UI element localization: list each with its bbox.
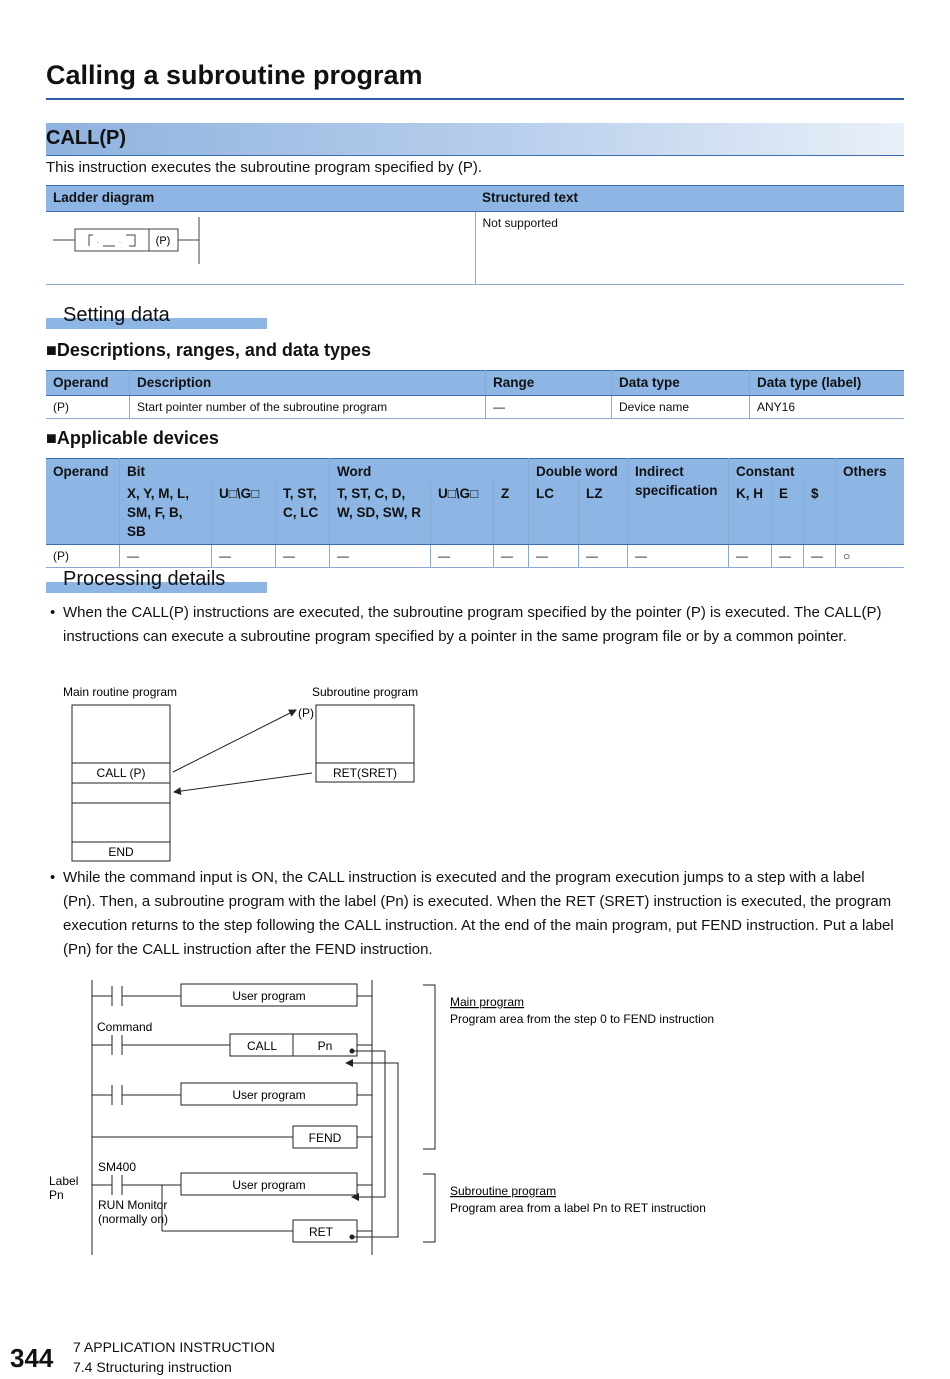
table-header-row xyxy=(46,371,904,396)
subroutine-label: Subroutine program xyxy=(312,685,419,699)
col-header: Bit xyxy=(120,459,330,482)
col-header: LZ xyxy=(579,481,628,545)
cell: — xyxy=(579,545,628,568)
col-header: Others xyxy=(836,459,905,545)
sub-program-desc: Program area from a label Pn to RET instruction xyxy=(450,1201,706,1215)
instruction-summary: This instruction executes the subroutine program specified by (P). xyxy=(46,159,483,176)
call-cell: CALL (P) xyxy=(96,766,146,780)
cell: — xyxy=(772,545,804,568)
main-program-desc: Program area from the step 0 to FEND instruction xyxy=(450,1012,715,1026)
col-header: Indirect specification xyxy=(628,459,729,545)
processing-title: Processing details xyxy=(63,568,226,590)
col-header: Operand xyxy=(46,459,120,545)
page-title: Calling a subroutine program xyxy=(46,60,423,90)
sub-program-title: Subroutine program xyxy=(450,1184,557,1198)
run-monitor-label: RUN Monitor xyxy=(98,1198,168,1212)
devices-group-row xyxy=(46,459,904,482)
page-number: 344 xyxy=(10,1343,54,1373)
col-header: Operand xyxy=(46,371,130,396)
call-box: CALL xyxy=(246,1039,278,1053)
ladder-symbol xyxy=(53,216,253,272)
col-header: K, H xyxy=(729,481,772,545)
descriptions-heading: ■Descriptions, ranges, and data types xyxy=(46,340,371,360)
setting-data-heading xyxy=(46,302,267,329)
col-header: E xyxy=(772,481,804,545)
command-label: Command xyxy=(97,1020,153,1034)
col-header: Word xyxy=(330,459,529,482)
return-arrow xyxy=(174,773,312,792)
ret-cell: RET(SRET) xyxy=(333,766,397,780)
col-header: U□\G□ xyxy=(212,481,276,545)
label-pn: Pn xyxy=(49,1188,64,1202)
pn-box: Pn xyxy=(317,1039,333,1053)
ret-box: RET xyxy=(309,1225,333,1239)
ladder-structure-diagram xyxy=(40,975,740,1260)
main-program-title: Main program xyxy=(450,995,525,1009)
cell: (P) xyxy=(46,545,120,568)
col-header: T, ST, C, D, W, SD, SW, R xyxy=(330,481,431,545)
syntax-table xyxy=(46,185,904,285)
col-header: Range xyxy=(486,371,612,396)
normally-on-label: (normally on) xyxy=(98,1212,169,1226)
col-header: Constant xyxy=(729,459,836,482)
bullet-2: • While the command input is ON, the CALL instruction is executed and the program execution jumps to a step with a label (Pn). Then, a subroutine program with the label (Pn) is executed. When the RET (SRET) instruction is executed, the program execution returns to the step following the CALL instruction. At the end of the main program, put FEND instruction. Put a label (Pn) for the CALL instruction after the FEND instruction. xyxy=(50,866,900,962)
ladder-operand: (P) xyxy=(155,235,171,247)
cell: — xyxy=(276,545,330,568)
ladder-cell xyxy=(46,212,475,285)
main-routine-label: Main routine program xyxy=(63,685,178,699)
cell: — xyxy=(486,396,612,419)
devices-heading: ■Applicable devices xyxy=(46,428,219,448)
cell: — xyxy=(212,545,276,568)
label-text: Label xyxy=(49,1174,79,1188)
cell: (P) xyxy=(46,396,130,419)
cell: — xyxy=(120,545,212,568)
table-row xyxy=(46,396,904,419)
cell: — xyxy=(330,545,431,568)
sm400-label: SM400 xyxy=(98,1160,137,1174)
user-program-3: User program xyxy=(232,1178,306,1192)
fend-box: FEND xyxy=(308,1131,342,1145)
col-header: $ xyxy=(804,481,836,545)
col-header: Z xyxy=(494,481,529,545)
cell: — xyxy=(431,545,494,568)
col-header: X, Y, M, L, SM, F, B, SB xyxy=(120,481,212,545)
bullet-1: • When the CALL(P) instructions are executed, the subroutine program specified by the pointer (P) is executed. The CALL(P) instructions can execute a subroutine program specified by a pointer in the same program file or by a common pointer. xyxy=(50,601,900,649)
st-header: Structured text xyxy=(475,186,904,212)
col-header: T, ST, C, LC xyxy=(276,481,330,545)
instruction-name: CALL(P) xyxy=(46,127,126,149)
ladder-header: Ladder diagram xyxy=(46,186,475,212)
user-program-1: User program xyxy=(232,989,306,1003)
table-row xyxy=(46,545,904,568)
cell: — xyxy=(494,545,529,568)
cell: — xyxy=(729,545,772,568)
call-flow-diagram xyxy=(55,682,435,866)
st-cell: Not supported xyxy=(475,212,904,285)
cell: — xyxy=(529,545,579,568)
col-header: Data type (label) xyxy=(750,371,905,396)
jump-arrow xyxy=(173,710,296,772)
bullet-1-text: When the CALL(P) instructions are executed, the subroutine program specified by the pointer (P) is executed. The CALL(P) instructions can execute a subroutine program specified by a pointer in the same program file or by a common pointer. xyxy=(63,604,882,645)
processing-heading xyxy=(46,566,267,593)
devices-sub-row xyxy=(46,481,904,545)
pointer-label: (P) xyxy=(298,706,314,720)
descriptions-table xyxy=(46,370,904,419)
col-header: Data type xyxy=(612,371,750,396)
cell: Start pointer number of the subroutine program xyxy=(130,396,486,419)
col-header: Double word xyxy=(529,459,628,482)
footer-chapter: 7 APPLICATION INSTRUCTION xyxy=(73,1339,275,1355)
col-header: Description xyxy=(130,371,486,396)
user-program-2: User program xyxy=(232,1088,306,1102)
col-header: U□\G□ xyxy=(431,481,494,545)
instruction-band xyxy=(46,123,904,156)
col-header: LC xyxy=(529,481,579,545)
cell: — xyxy=(628,545,729,568)
cell: ANY16 xyxy=(750,396,905,419)
cell: Device name xyxy=(612,396,750,419)
setting-data-title: Setting data xyxy=(63,304,170,326)
cell: ○ xyxy=(836,545,905,568)
end-cell: END xyxy=(108,845,134,859)
devices-table xyxy=(46,458,904,568)
cell: — xyxy=(804,545,836,568)
bullet-2-text: While the command input is ON, the CALL instruction is executed and the program execution jumps to a step with a label (Pn). Then, a subroutine program with the label (Pn) is executed. When the RET (SRET) instruction is executed, the program execution returns to the step following the CALL instruction. At the end of the main program, put FEND instruction. Put a label (Pn) for the CALL instruction after the FEND instruction. xyxy=(63,869,894,958)
footer-section: 7.4 Structuring instruction xyxy=(73,1359,232,1375)
title-rule xyxy=(46,98,904,100)
